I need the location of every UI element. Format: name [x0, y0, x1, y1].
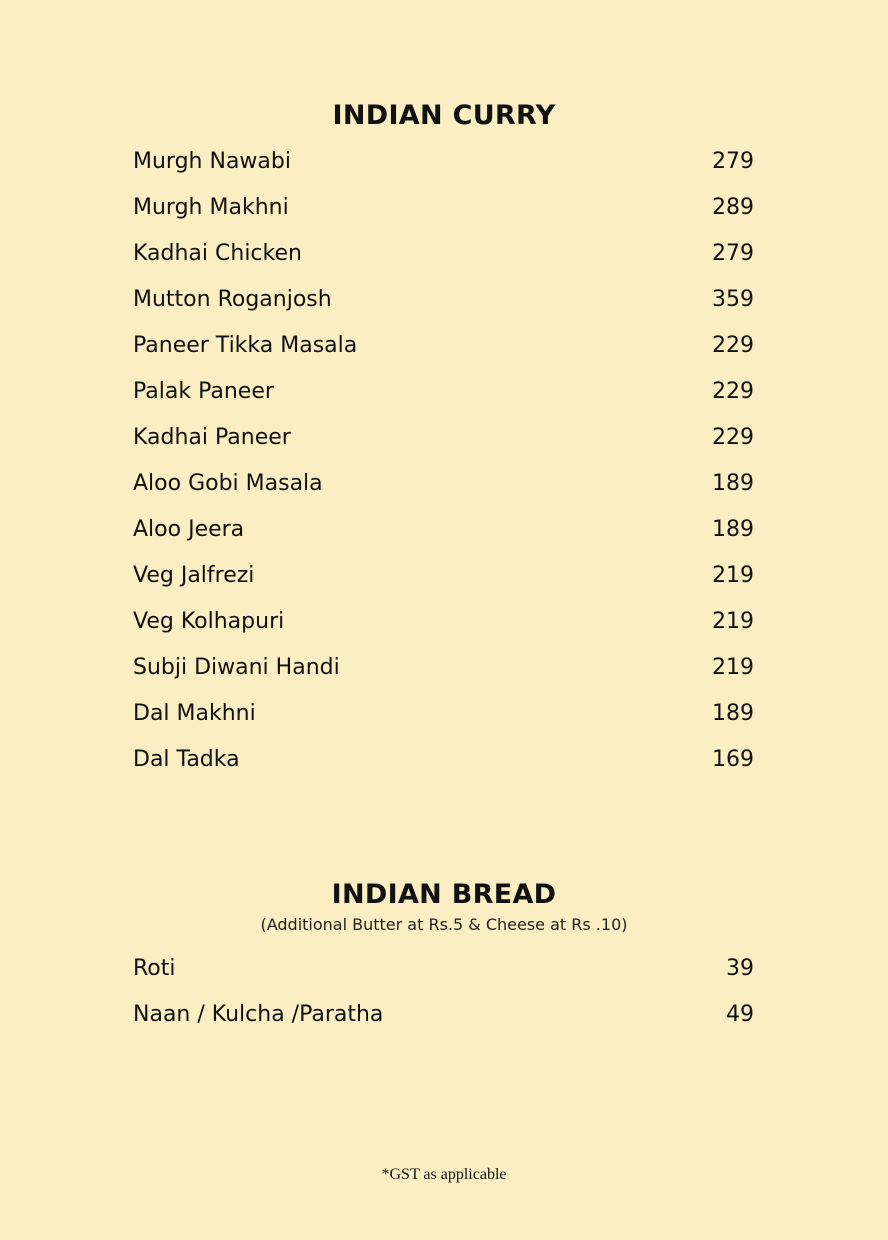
curry-section-title: INDIAN CURRY	[332, 100, 556, 131]
item-price: 49	[726, 1001, 754, 1027]
menu-item	[133, 322, 754, 368]
item-price: 219	[712, 608, 754, 634]
item-name: Murgh Nawabi	[133, 148, 291, 174]
item-name: Roti	[133, 955, 176, 981]
menu-item	[133, 276, 754, 322]
item-name: Veg Jalfrezi	[133, 562, 255, 588]
menu-item	[133, 690, 754, 736]
menu-item	[133, 460, 754, 506]
item-name: Dal Makhni	[133, 700, 256, 726]
item-price: 39	[726, 955, 754, 981]
curry-menu-list	[133, 138, 754, 782]
gst-footer-note: *GST as applicable	[381, 1166, 507, 1183]
item-name: Kadhai Paneer	[133, 424, 291, 450]
item-name: Dal Tadka	[133, 746, 240, 772]
item-name: Murgh Makhni	[133, 194, 289, 220]
bread-section-title: INDIAN BREAD	[331, 879, 557, 910]
item-price: 359	[712, 286, 754, 312]
menu-item	[133, 184, 754, 230]
bread-menu-list	[133, 945, 754, 1037]
item-name: Subji Diwani Handi	[133, 654, 340, 680]
item-price: 219	[712, 654, 754, 680]
item-price: 229	[712, 332, 754, 358]
item-name: Veg Kolhapuri	[133, 608, 285, 634]
bread-section-note: (Additional Butter at Rs.5 & Cheese at Rs .10)	[260, 915, 628, 934]
menu-item	[133, 138, 754, 184]
item-name: Paneer Tikka Masala	[133, 332, 358, 358]
item-price: 219	[712, 562, 754, 588]
menu-item	[133, 414, 754, 460]
item-price: 189	[712, 470, 754, 496]
menu-item	[133, 644, 754, 690]
menu-item	[133, 368, 754, 414]
menu-item	[133, 991, 754, 1037]
menu-item	[133, 506, 754, 552]
menu-item	[133, 230, 754, 276]
item-price: 229	[712, 378, 754, 404]
item-name: Aloo Jeera	[133, 516, 245, 542]
item-price: 189	[712, 516, 754, 542]
menu-item	[133, 945, 754, 991]
item-name: Kadhai Chicken	[133, 240, 302, 266]
item-name: Naan / Kulcha /Paratha	[133, 1001, 384, 1027]
item-price: 289	[712, 194, 754, 220]
menu-item	[133, 736, 754, 782]
menu-item	[133, 552, 754, 598]
item-price: 229	[712, 424, 754, 450]
item-price: 169	[712, 746, 754, 772]
item-name: Mutton Roganjosh	[133, 286, 332, 312]
item-name: Aloo Gobi Masala	[133, 470, 323, 496]
item-price: 189	[712, 700, 754, 726]
menu-item	[133, 598, 754, 644]
item-price: 279	[712, 240, 754, 266]
item-name: Palak Paneer	[133, 378, 274, 404]
item-price: 279	[712, 148, 754, 174]
